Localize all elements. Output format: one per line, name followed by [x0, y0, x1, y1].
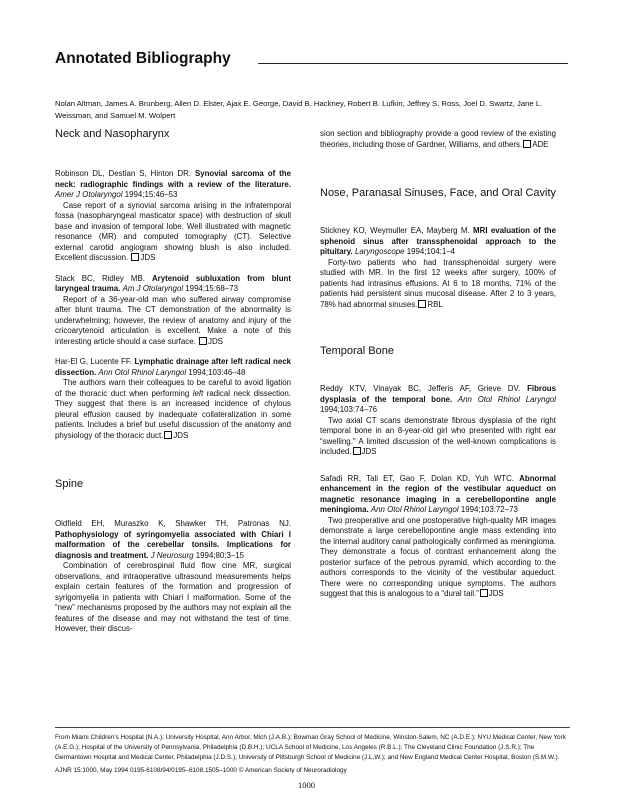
- footer-rule: [55, 727, 570, 728]
- entry-authors: Oldfield EH, Muraszko K, Shawker TH, Patronas NJ.: [55, 519, 291, 528]
- reviewer-initials: JDS: [208, 336, 223, 346]
- entry-title: Synovial sarcoma of the neck: radiographic findings with a review of the literature.: [55, 169, 291, 189]
- entry-stickney: [320, 226, 556, 310]
- entry-journal: Am J Otolaryngol: [122, 284, 184, 293]
- entry-title: Pathophysiology of syringomyelia associated with Chiari I malformation of the cerebellar tonsils. Implications for diagnosis and treatment.: [55, 529, 291, 560]
- editor-list: Nolan Altman, James A. Brunberg, Allen D. Elster, Ajax E. George, David B. Hackney, Robert B. Lufkin, Jeffrey S. Ross, Joel D. Swartz, Jane L. Weissman, and Samuel M. Wolpert: [55, 99, 543, 120]
- entry-authors: Stack BC, Ridley MB.: [55, 273, 145, 283]
- entry-title: Abnormal enhancement in the region of the vestibular aqueduct on magnetic resonance imaging in a cerebellopontine angle meningioma.: [320, 473, 556, 514]
- entry-annotation: Two axial CT scans demonstrate fibrous dysplasia of the right temporal bone in an 8-year-old girl who presented with right ear “swelling.” A limited discussion of the well-known complications is included.: [320, 415, 556, 456]
- entry-authors: Robinson DL, Destian S, Hinton DR.: [55, 169, 191, 178]
- entry-citation: 1994;104:1–4: [406, 247, 455, 256]
- entry-journal: Amer J Otolaryngol: [55, 190, 123, 199]
- page-number: 1000: [298, 780, 315, 790]
- title-rule: [258, 63, 568, 64]
- reviewer-initials: JDS: [173, 430, 189, 440]
- end-box-icon: [164, 431, 172, 439]
- entry-har-el: [55, 357, 291, 441]
- entry-citation: 1994;103:74–76: [320, 405, 378, 414]
- entry-citation: 1994;103:72–73: [460, 505, 518, 514]
- entry-annotation: Combination of cerebrospinal fluid flow cine MR, surgical observations, and intraoperative ultrasound measurements helps explain certain features of the formation and progression of syrigomyelia in patients with Chiari I malformation. Some of the “new” mechanisms proposed by the authors may not explain all the features of the disease and may not withstand the test of time. However, their discus-: [55, 561, 291, 633]
- entry-citation: 1994;15:46–53: [124, 190, 178, 199]
- reviewer-initials: JDS: [140, 253, 156, 262]
- reviewer-initials: ADE: [532, 139, 549, 149]
- section-heading-neck: Neck and Nasopharynx: [55, 128, 170, 140]
- entry-annotation: Report of a 36-year-old man who suffered airway compromise after blunt trauma. The CT demonstration of the abnormality is underwhelming; however, the review of anatomy and injury of the cricoarytenoid articulation is excellent. Make a note of this interesting article should a case surface.: [55, 294, 291, 346]
- section-heading-temporal: Temporal Bone: [320, 345, 394, 357]
- right-column: [320, 129, 556, 600]
- entry-annotation: Two preoperative and one postoperative high-quality MR images demonstrate a large cerebellopontine angle mass extending into the internal auditory canal pathologically confirmed as meningioma. They demonstrate a focus of contrast enhancement along the posterior surface of the petrous pyramid, which according to the authors corresponds to the vicinity of the vestibular aqueduct. There were no corresponding unique symptoms. The authors suggest that this is analogous to a “dural tail.”: [320, 515, 556, 598]
- entry-annotation-a: The authors warn their colleagues to be careful to avoid ligation of the thoracic duct when performing: [55, 378, 291, 398]
- entry-annotation: Case report of a synovial sarcoma arising in the infratemporal fossa (nasopharyngeal masticator space) with destruction of skull base and invasion of temporal lobe. Well illustrated with magnetic resonance (MR) and computed tomography (CT). Selective external carotid angiogram showing blush is also included. Excellent discussion.: [55, 200, 291, 262]
- entry-authors: Har-El G, Lucente FF.: [55, 357, 132, 366]
- section-heading-nose: Nose, Paranasal Sinuses, Face, and Oral Cavity: [320, 187, 557, 199]
- entry-journal: Ann Otol Rhinol Laryngol: [457, 394, 556, 404]
- entry-title: Fibrous dysplasia of the temporal bone.: [320, 384, 556, 404]
- entry-authors: Stickney KO, Weymuller EA, Mayberg M.: [320, 226, 470, 235]
- end-box-icon: [480, 589, 488, 597]
- continued-text: sion section and bibliography provide a good review of the existing theories, including those of Gardner, Williams, and others.: [320, 129, 556, 149]
- entry-authors: Reddy KTV, Vinayak BC, Jefferis AF, Grieve DV.: [320, 384, 521, 393]
- entry-oldfield: [55, 519, 291, 635]
- entry-title: Lymphatic drainage after left radical neck dissection.: [55, 357, 291, 377]
- page-title: Annotated Bibliography: [55, 50, 231, 67]
- entry-title: Arytenoid subluxation from blunt laryngeal trauma.: [55, 273, 291, 293]
- end-box-icon: [523, 140, 531, 148]
- entry-safadi: [320, 474, 556, 600]
- journal-citation-line: AJNR 15:1000, May 1994 0195-6108/94/0195–6108,1505–1000 © American Society of Neuroradiology: [55, 767, 347, 774]
- reviewer-initials: RBL: [427, 299, 443, 309]
- entry-reddy: [320, 384, 556, 458]
- entry-journal: J Neurosurg: [150, 550, 194, 560]
- entry-citation: 1994;103:46–48: [188, 367, 246, 377]
- left-column: [55, 127, 291, 635]
- entry-citation: 1994;80:3–15: [195, 550, 245, 560]
- affiliations-footnote: From Miami Children’s Hospital (N.A.); University Hospital, Ann Arbor, Mich (J.A.B.); Bowman Gray School of Medicine, Winston-Salem, NC (A.D.E.); NYU Medical Center, New York (A.E.G.); Hospital of the University of Pennsylvania, Philadelphia (D.B.H.); UCLA School of Medicine, Los Angeles (R.B.L.); The Cleveland Clinic Foundation (J.S.R.); The Germantown Hospital and Medical Center, Philadelphia (J.D.S.); University of Pittsburgh School of Medicine (J.L.W.); and New England Medical Center Hospital, Boston (S.M.W.).: [55, 734, 566, 761]
- end-box-icon: [131, 253, 139, 261]
- entry-annotation-b: radical neck dissection. They suggest that there is an increased incidence of chylous pleural effusion caused by inadequate collateralization in some patients. Includes a brief but useful discussion of the anatomy and physiology of the thoracic duct.: [55, 388, 291, 440]
- reviewer-initials: JDS: [361, 447, 377, 456]
- entry-journal: Laryngoscope: [354, 247, 405, 256]
- entry-citation: 1994;15:68–73: [185, 284, 238, 293]
- entry-robinson: [55, 169, 291, 264]
- end-box-icon: [199, 337, 207, 345]
- end-box-icon: [418, 300, 426, 308]
- reviewer-initials: JDS: [488, 589, 504, 598]
- entry-journal: Ann Otol Rhinol Laryngol: [370, 505, 459, 514]
- entry-annotation: Forty-two patients who had transsphenoidal surgery were studied with MR. In the first 12 weeks after surgery, 100% of patients had intrasinus effusions. At 6 to 18 months, 71% of the patients had persistent sinus mucosal disease. After 2 to 3 years, 78% had abnormal sinuses.: [320, 257, 556, 309]
- entry-authors: Safadi RR, Tali ET, Gao F, Dolan KD, Yuh WTC.: [320, 473, 514, 483]
- entry-title: MRI evaluation of the sphenoid sinus after transsphenoidal approach to the pituitary.: [320, 226, 556, 256]
- entry-annotation-emphasis: left: [192, 388, 204, 398]
- entry-journal: Ann Otol Rhinol Laryngol: [98, 367, 187, 377]
- section-heading-spine: Spine: [55, 478, 84, 490]
- end-box-icon: [353, 447, 361, 455]
- entry-stack: [55, 274, 291, 348]
